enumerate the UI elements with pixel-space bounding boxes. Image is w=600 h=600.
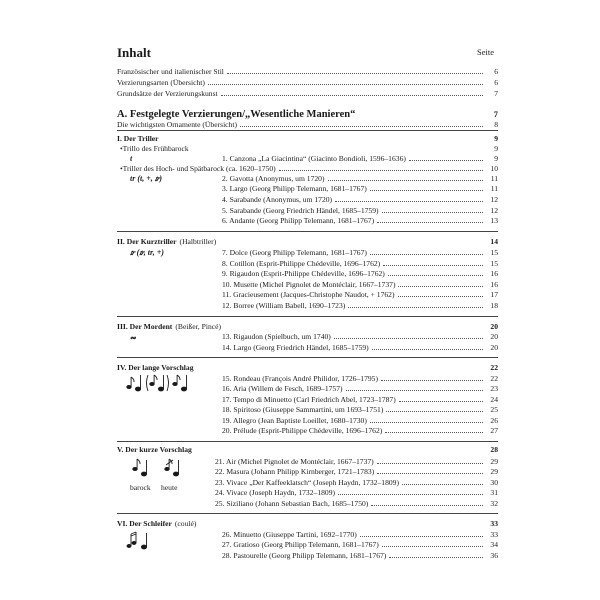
toc-entry[interactable]: 15. Rondeau (François André Philidor, 1726–1795) 22 [222, 374, 498, 383]
toc-entry[interactable]: 22. Masura (Johann Philipp Kirnberger, 1721–1783) 29 [215, 467, 498, 476]
toc-entry[interactable]: 11. Gracieusement (Jacques-Christophe Naudot, + 1762) 17 [222, 290, 498, 299]
toc-title: Inhalt [117, 45, 151, 60]
toc-entry[interactable]: • Triller des Hoch- und Spätbarock (ca. 1620–1750) 10 [120, 163, 498, 174]
section-heading-mordent[interactable]: III. Der Mordent (Beißer, Pincé) 20 [117, 322, 498, 331]
toc-entry[interactable]: 16. Aria (Willem de Fesch, 1689–1757) 23 [222, 384, 498, 393]
section-divider [117, 357, 498, 358]
toc-entry[interactable]: 10. Musette (Michel Pignolet de Montéclair, 1667–1737) 16 [222, 280, 498, 289]
trill-symbol: tr (t, +, 𝆖) [130, 174, 163, 183]
toc-entry[interactable]: Grundsätze der Verzierungskunst 7 [117, 89, 498, 98]
section-a-heading[interactable]: A. Festgelegte Verzierungen/„Wesentliche Manieren“ 7 [117, 109, 498, 120]
toc-entry[interactable]: 7. Dolce (Georg Philipp Telemann, 1681–1767) 15 [222, 248, 498, 257]
page-column-label: Seite [477, 47, 494, 57]
toc-entry[interactable]: 3. Largo (Georg Philipp Telemann, 1681–1767) 11 [222, 184, 498, 193]
toc-entry[interactable]: 26. Minuetto (Giuseppe Tartini, 1692–1770) 33 [222, 530, 498, 539]
mordent-symbol: 𝆗 [130, 332, 136, 343]
toc-entry[interactable]: 6. Andante (Georg Philipp Telemann, 1681–1767) 13 [222, 216, 498, 225]
toc-header [117, 45, 494, 63]
toc-entry[interactable]: 12. Borree (William Babell, 1690–1723) 18 [222, 301, 498, 310]
grace-note-notation [130, 456, 190, 478]
toc-entry[interactable]: 13. Rigaudon (Spielbuch, um 1740) 20 [222, 332, 498, 341]
toc-entry[interactable]: 4. Sarabande (Anonymus, um 1720) 12 [222, 195, 498, 204]
toc-entry[interactable]: 1. Canzona „La Giacintina“ (Giacinto Bondioli, 1596–1636) 9 [222, 154, 498, 163]
toc-entry[interactable]: 28. Pastourelle (Georg Philipp Telemann, 1681–1767) 36 [222, 551, 498, 560]
section-divider [117, 130, 498, 131]
toc-entry[interactable]: 2. Gavotta (Anonymus, um 1720) 11 [222, 174, 498, 183]
toc-entry[interactable]: 9. Rigaudon (Esprit-Philippe Chédeville, 1696–1762) 16 [222, 269, 498, 278]
slide-notation [125, 530, 155, 552]
section-heading-langer-vorschlag[interactable]: IV. Der lange Vorschlag 22 [117, 363, 498, 372]
section-divider [117, 513, 498, 514]
toc-entry[interactable]: Die wichtigsten Ornamente (Übersicht) 8 [117, 120, 498, 129]
toc-entry[interactable]: 5. Sarabande (Georg Friedrich Händel, 1685–1759) 12 [222, 206, 498, 215]
trill-symbol: t [130, 154, 133, 163]
toc-entry[interactable]: 19. Allegro (Jean Baptiste Loeillet, 1680–1730) 26 [222, 416, 498, 425]
section-divider [117, 316, 498, 317]
label-heute: heute [161, 483, 178, 492]
toc-entry[interactable]: Verzierungsarten (Übersicht) 6 [117, 78, 498, 87]
label-barock: barock [130, 483, 151, 492]
section-divider [117, 441, 498, 442]
toc-entry[interactable]: 24. Vivace (Joseph Haydn, 1732–1809) 31 [215, 488, 498, 497]
toc-entry[interactable]: 25. Siziliano (Johann Sebastian Bach, 1685–1750) 32 [215, 499, 498, 508]
toc-entry[interactable]: Französischer und italienischer Stil 6 [117, 67, 498, 76]
section-heading-schleifer[interactable]: VI. Der Schleifer (coulé) 33 [117, 519, 498, 528]
toc-entry[interactable]: 23. Vivace „Der Kaffeeklatsch“ (Joseph Haydn, 1732–1809) 30 [215, 478, 498, 487]
toc-entry[interactable]: 27. Gratioso (Georg Philipp Telemann, 1681–1767) 34 [222, 540, 498, 549]
toc-entry[interactable]: 20. Prélude (Esprit-Philippe Chédeville, 1696–1762) 27 [222, 426, 498, 435]
section-heading-kurztriller[interactable]: II. Der Kurztriller (Halbtriller) 14 [117, 237, 498, 246]
appoggiatura-notation [125, 372, 195, 394]
toc-entry[interactable]: 21. Air (Michel Pignolet de Montéclair, 1667–1737) 29 [215, 457, 498, 466]
toc-entry[interactable]: • Trillo des Frühbarock 9 [120, 143, 498, 154]
toc-entry[interactable]: 8. Cotillon (Esprit-Philippe Chédeville, 1696–1762) 15 [222, 259, 498, 268]
section-heading-kurzer-vorschlag[interactable]: V. Der kurze Vorschlag 28 [117, 445, 498, 454]
section-heading-triller[interactable]: I. Der Triller 9 [117, 134, 498, 143]
toc-entry[interactable]: 14. Largo (Georg Friedrich Händel, 1685–1759) 20 [222, 343, 498, 352]
short-trill-symbol: 𝆖 (𝆖, tr, +) [130, 248, 164, 257]
toc-entry[interactable]: 17. Tempo di Minuetto (Carl Friedrich Abel, 1723–1787) 24 [222, 395, 498, 404]
toc-entry[interactable]: 18. Spiritoso (Giuseppe Sammartini, um 1693–1751) 25 [222, 405, 498, 414]
section-divider [117, 231, 498, 232]
